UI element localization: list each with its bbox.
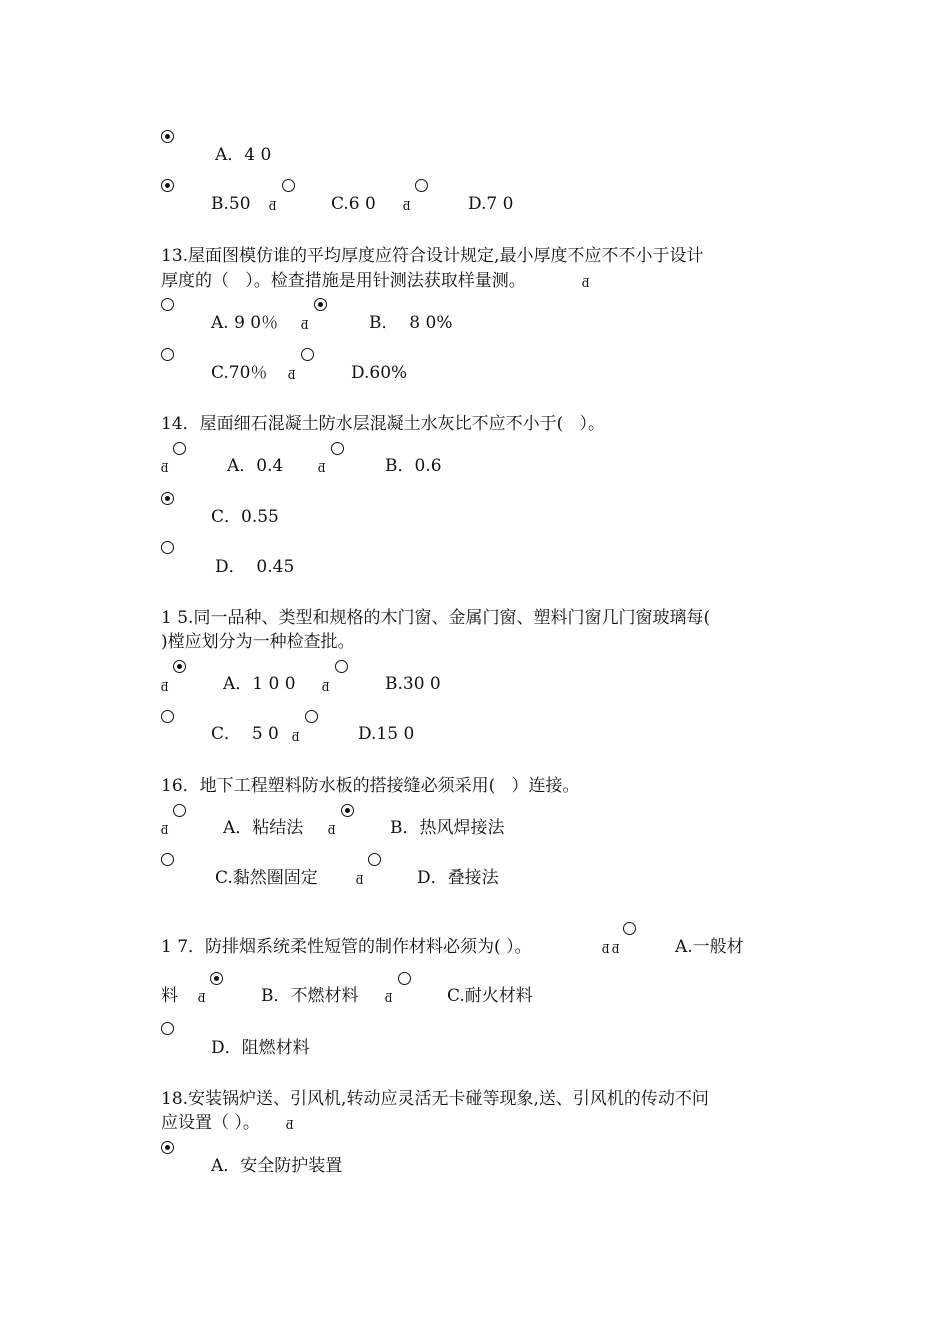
- paragraph-mark: ƌ: [292, 730, 300, 744]
- paragraph-mark: ƌ: [322, 680, 330, 694]
- q18-stem-line2: 应设置（ ）。: [161, 1113, 260, 1133]
- q16-radio-a[interactable]: [173, 804, 186, 817]
- paragraph-mark: ƌ: [318, 461, 326, 475]
- q14-option-b: B．0.6: [385, 456, 442, 476]
- q12-radio-c[interactable]: [282, 179, 295, 192]
- q16-radio-d[interactable]: [368, 853, 381, 866]
- q17-radio-c[interactable]: [398, 972, 411, 985]
- paragraph-mark: ƌ: [602, 942, 610, 956]
- q16-radio-c[interactable]: [161, 853, 174, 866]
- q13-option-d: D.60%: [351, 363, 408, 383]
- q15-radio-d[interactable]: [305, 710, 318, 723]
- q16-option-c: C.黏然圈固定: [215, 868, 318, 888]
- q15-radio-a[interactable]: [173, 660, 186, 673]
- q16-stem-line1: 16．地下工程塑料防水板的搭接缝必须采用( ）连接。: [161, 776, 580, 796]
- q15-option-d: D.15 0: [358, 724, 415, 744]
- q18-radio-a[interactable]: [161, 1141, 174, 1154]
- paragraph-mark: ƌ: [328, 823, 336, 837]
- q16-option-b: B．热风焊接法: [390, 818, 505, 838]
- q12-radio-b[interactable]: [161, 179, 174, 192]
- paragraph-mark: ƌ: [161, 823, 169, 837]
- q13-option-c: C.70％: [211, 363, 268, 383]
- q15-stem-line1: 1 5.同一品种、类型和规格的木门窗、金属门窗、塑料门窗几门窗玻璃每(: [161, 608, 711, 628]
- q14-radio-c[interactable]: [161, 492, 174, 505]
- q12-option-a: A．4 0: [215, 145, 272, 165]
- q15-option-b: B.30 0: [385, 674, 441, 694]
- paragraph-mark: ƌ: [269, 199, 277, 213]
- paragraph-mark: ƌ: [612, 942, 620, 956]
- q18-stem-line1: 18.安装锅炉送、引风机,转动应灵活无卡碰等现象,送、引风机的传动不问: [161, 1089, 709, 1109]
- q13-radio-d[interactable]: [301, 348, 314, 361]
- paragraph-mark: ƌ: [301, 318, 309, 332]
- q17-radio-d[interactable]: [161, 1022, 174, 1035]
- paragraph-mark: ƌ: [288, 368, 296, 382]
- q17-option-a: A.一般材: [675, 937, 744, 957]
- q13-stem-line2: 厚度的（ ）。检查措施是用针测法获取样量测。: [161, 271, 526, 291]
- q12-option-c: C.6 0: [331, 194, 376, 214]
- q14-radio-b[interactable]: [331, 442, 344, 455]
- q13-option-a: A. 9 0％: [211, 313, 279, 333]
- q12-radio-a[interactable]: [161, 130, 174, 143]
- q15-option-c: C． 5 0: [211, 724, 279, 744]
- q12-option-b: B.50: [211, 194, 251, 214]
- q15-radio-b[interactable]: [335, 660, 348, 673]
- q15-radio-c[interactable]: [161, 710, 174, 723]
- paragraph-mark: ƌ: [161, 680, 169, 694]
- paragraph-mark: ƌ: [385, 991, 393, 1005]
- q15-stem-line2: )樘应划分为一种检查批。: [161, 632, 355, 652]
- q13-radio-a[interactable]: [161, 298, 174, 311]
- q14-radio-a[interactable]: [173, 442, 186, 455]
- paragraph-mark: ƌ: [582, 276, 590, 290]
- q14-option-c: C．0.55: [211, 507, 279, 527]
- q14-radio-d[interactable]: [161, 541, 174, 554]
- q14-option-a: A．0.4: [227, 456, 284, 476]
- paragraph-mark: ƌ: [403, 199, 411, 213]
- q18-option-a: A．安全防护装置: [211, 1156, 343, 1176]
- q16-radio-b[interactable]: [341, 804, 354, 817]
- paragraph-mark: ƌ: [356, 873, 364, 887]
- q16-option-d: D．叠接法: [417, 868, 499, 888]
- q17-option-d: D．阻燃材料: [211, 1038, 310, 1058]
- q14-stem-line1: 14．屋面细石混凝土防水层混凝土水灰比不应不小于( ）。: [161, 414, 605, 434]
- q13-option-b: B． 8 0%: [369, 313, 453, 333]
- q12-option-d: D.7 0: [468, 194, 514, 214]
- q17-option-a-wrap: 料: [161, 986, 178, 1006]
- q13-stem-line1: 13.屋面图模仿谁的平均厚度应符合设计规定,最小厚度不应不不小于设计: [161, 246, 704, 266]
- q12-radio-d[interactable]: [415, 179, 428, 192]
- q17-option-c: C.耐火材料: [447, 986, 533, 1006]
- q14-option-d: D． 0.45: [215, 557, 295, 577]
- q13-radio-b[interactable]: [314, 298, 327, 311]
- q16-option-a: A．粘结法: [223, 818, 304, 838]
- paragraph-mark: ƌ: [286, 1118, 294, 1132]
- paragraph-mark: ƌ: [161, 461, 169, 475]
- q17-radio-a[interactable]: [623, 922, 636, 935]
- q17-stem-line1: 1 7．防排烟系统柔性短管的制作材料必须为( ）。: [161, 937, 532, 957]
- q17-option-b: B．不燃材料: [261, 986, 359, 1006]
- q15-option-a: A．1 0 0: [223, 674, 296, 694]
- paragraph-mark: ƌ: [198, 991, 206, 1005]
- q17-radio-b[interactable]: [210, 972, 223, 985]
- q13-radio-c[interactable]: [161, 348, 174, 361]
